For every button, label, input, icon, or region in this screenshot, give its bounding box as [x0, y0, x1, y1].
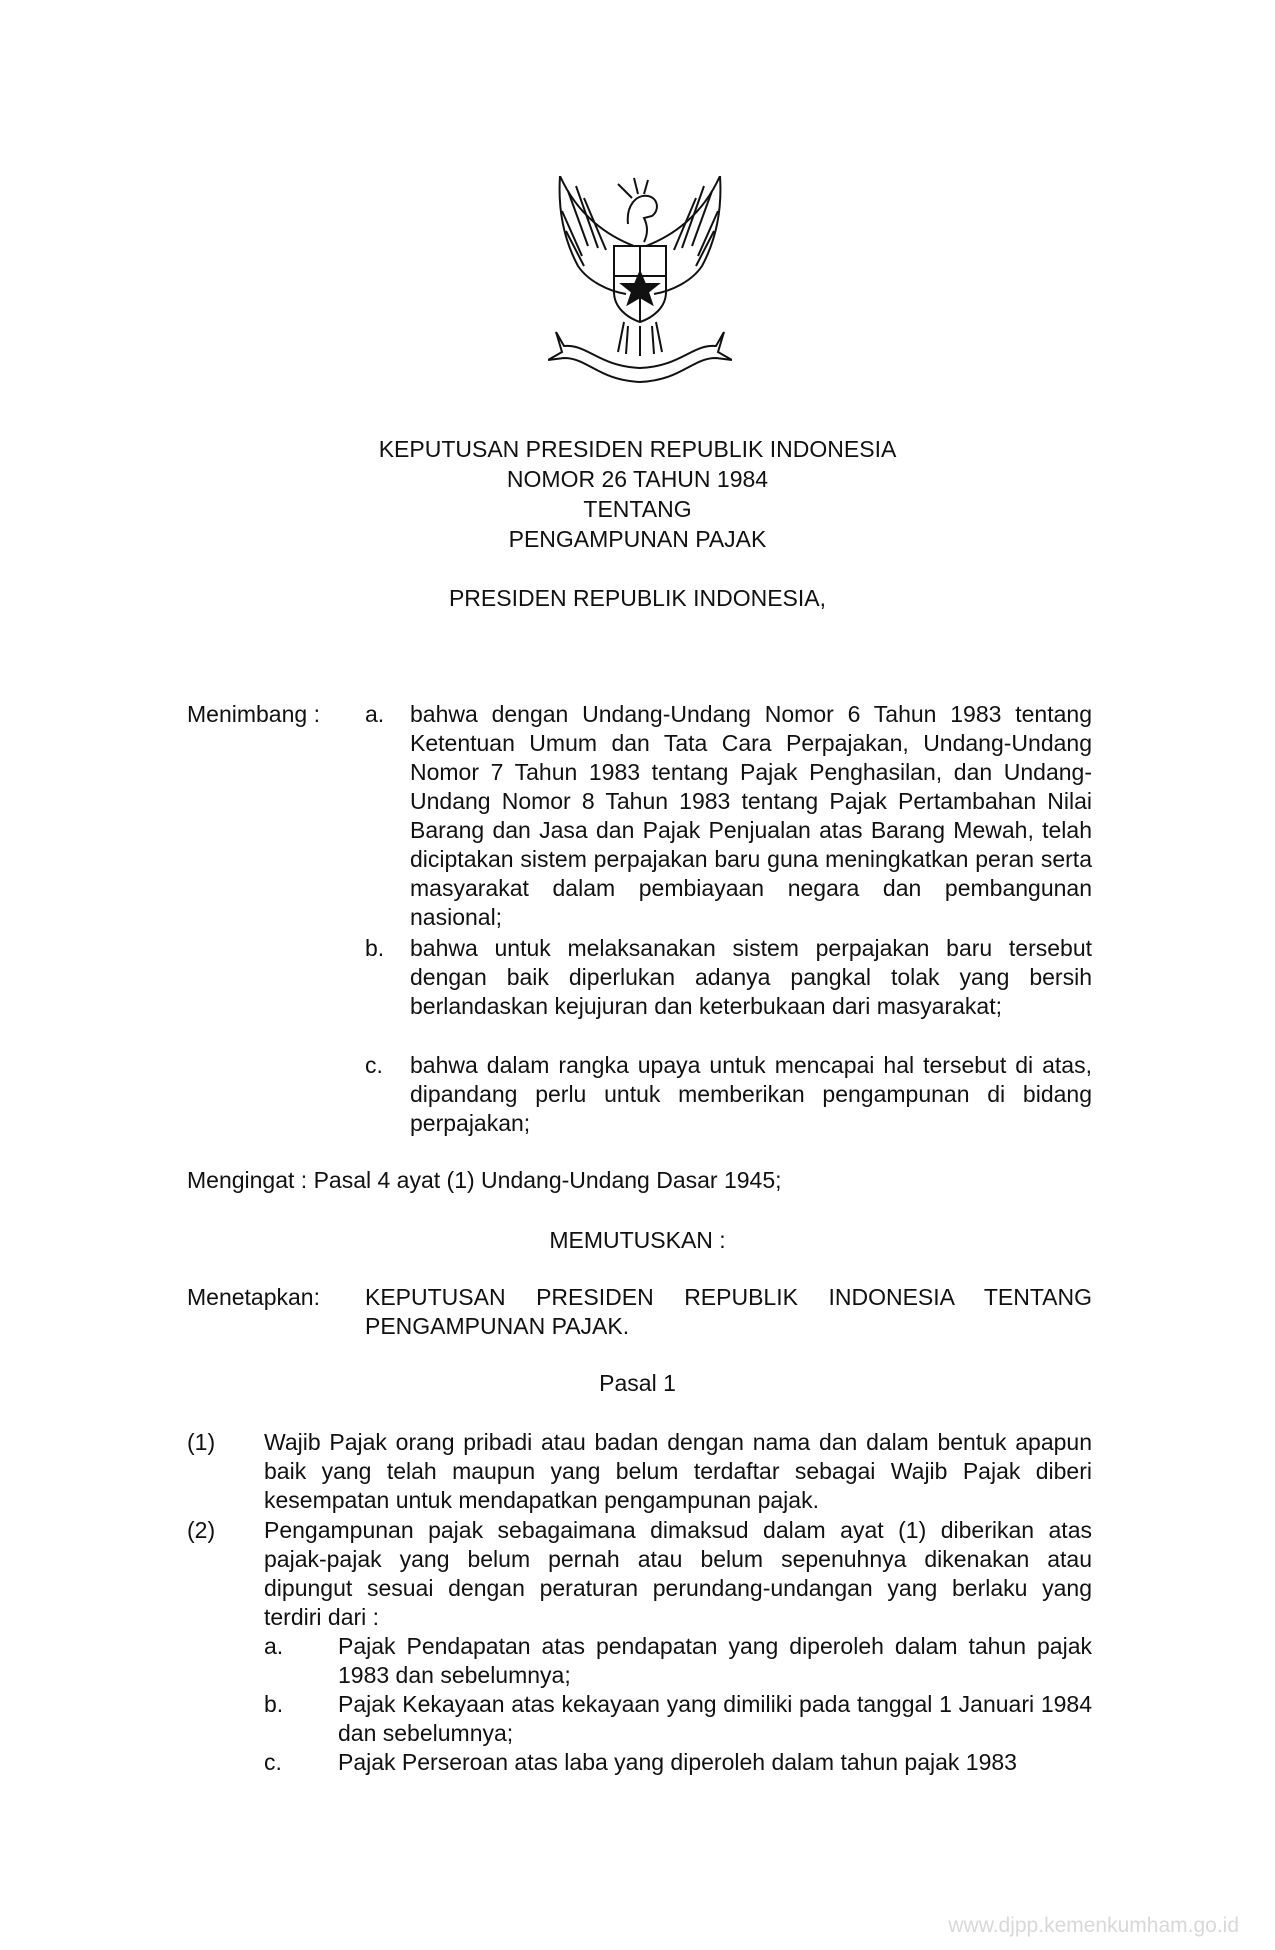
menimbang-letter-a: a.	[365, 701, 385, 727]
title-line-3: TENTANG	[583, 496, 692, 522]
pasal-1-title: Pasal 1	[599, 1370, 676, 1396]
title-line-4: PENGAMPUNAN PAJAK	[508, 526, 767, 552]
menimbang-item-c: bahwa dalam rangka upaya untuk mencapai hal tersebut di atas, dipandang perlu untuk memberikan pengampunan di bidang perpajakan;	[410, 1052, 1092, 1136]
title-line-2: NOMOR 26 TAHUN 1984	[506, 466, 769, 492]
menetapkan-text: KEPUTUSAN PRESIDEN REPUBLIK INDONESIA TENTANG PENGAMPUNAN PAJAK.	[365, 1284, 1092, 1339]
ayat-1-number: (1)	[187, 1429, 216, 1455]
title-line-1: KEPUTUSAN PRESIDEN REPUBLIK INDONESIA	[378, 436, 897, 462]
mengingat-line: Mengingat : Pasal 4 ayat (1) Undang-Undang Dasar 1945;	[187, 1167, 782, 1193]
watermark: www.djpp.kemenkumham.go.id	[948, 1914, 1239, 1937]
menimbang-letter-b: b.	[365, 935, 385, 961]
sub-a-letter: a.	[264, 1633, 284, 1659]
president-heading: PRESIDEN REPUBLIK INDONESIA,	[448, 585, 827, 611]
sub-c-letter: c.	[264, 1749, 282, 1775]
menimbang-item-a: bahwa dengan Undang-Undang Nomor 6 Tahun 1983 tentang Ketentuan Umum dan Tata Cara Perpajakan, Undang-Undang Nomor 7 Tahun 1983 tentang Pajak Penghasilan, dan Undang-Undang Nomor 8 Tahun 1983 tentang Pajak Pertambahan Nilai Barang dan Jasa dan Pajak Penjualan atas Barang Mewah, telah diciptakan sistem perpajakan baru guna meningkatkan peran serta masyarakat dalam pembiayaan negara dan pembangunan nasional;	[410, 701, 1092, 930]
sub-b-text: Pajak Kekayaan atas kekayaan yang dimiliki pada tanggal 1 Januari 1984 dan sebelumnya;	[338, 1691, 1092, 1746]
ayat-2-number: (2)	[187, 1517, 216, 1543]
sub-c-text: Pajak Perseroan atas laba yang diperoleh dalam tahun pajak 1983	[338, 1749, 1017, 1775]
menimbang-item-b: bahwa untuk melaksanakan sistem perpajakan baru tersebut dengan baik diperlukan adanya pangkal tolak yang bersih berlandaskan kejujuran dan keterbukaan dari masyarakat;	[410, 935, 1092, 1019]
menimbang-label: Menimbang :	[187, 701, 320, 727]
ayat-2-text: Pengampunan pajak sebagaimana dimaksud dalam ayat (1) diberikan atas pajak-pajak yang belum pernah atau belum sepenuhnya dikenakan atau dipungut sesuai dengan peraturan perundang-undangan yang berlaku yang terdiri dari :	[264, 1517, 1092, 1630]
sub-b-letter: b.	[264, 1691, 284, 1717]
ayat-1-text: Wajib Pajak orang pribadi atau badan dengan nama dan dalam bentuk apapun baik yang telah maupun yang belum terdaftar sebagai Wajib Pajak diberi kesempatan untuk mendapatkan pengampunan pajak.	[264, 1429, 1092, 1513]
memutuskan-heading: MEMUTUSKAN :	[549, 1227, 726, 1253]
menetapkan-label: Menetapkan:	[187, 1284, 320, 1310]
menimbang-letter-c: c.	[365, 1052, 383, 1078]
document-title	[0, 434, 1275, 554]
garuda-emblem-icon	[548, 176, 732, 386]
sub-a-text: Pajak Pendapatan atas pendapatan yang diperoleh dalam tahun pajak 1983 dan sebelumnya;	[338, 1633, 1092, 1688]
